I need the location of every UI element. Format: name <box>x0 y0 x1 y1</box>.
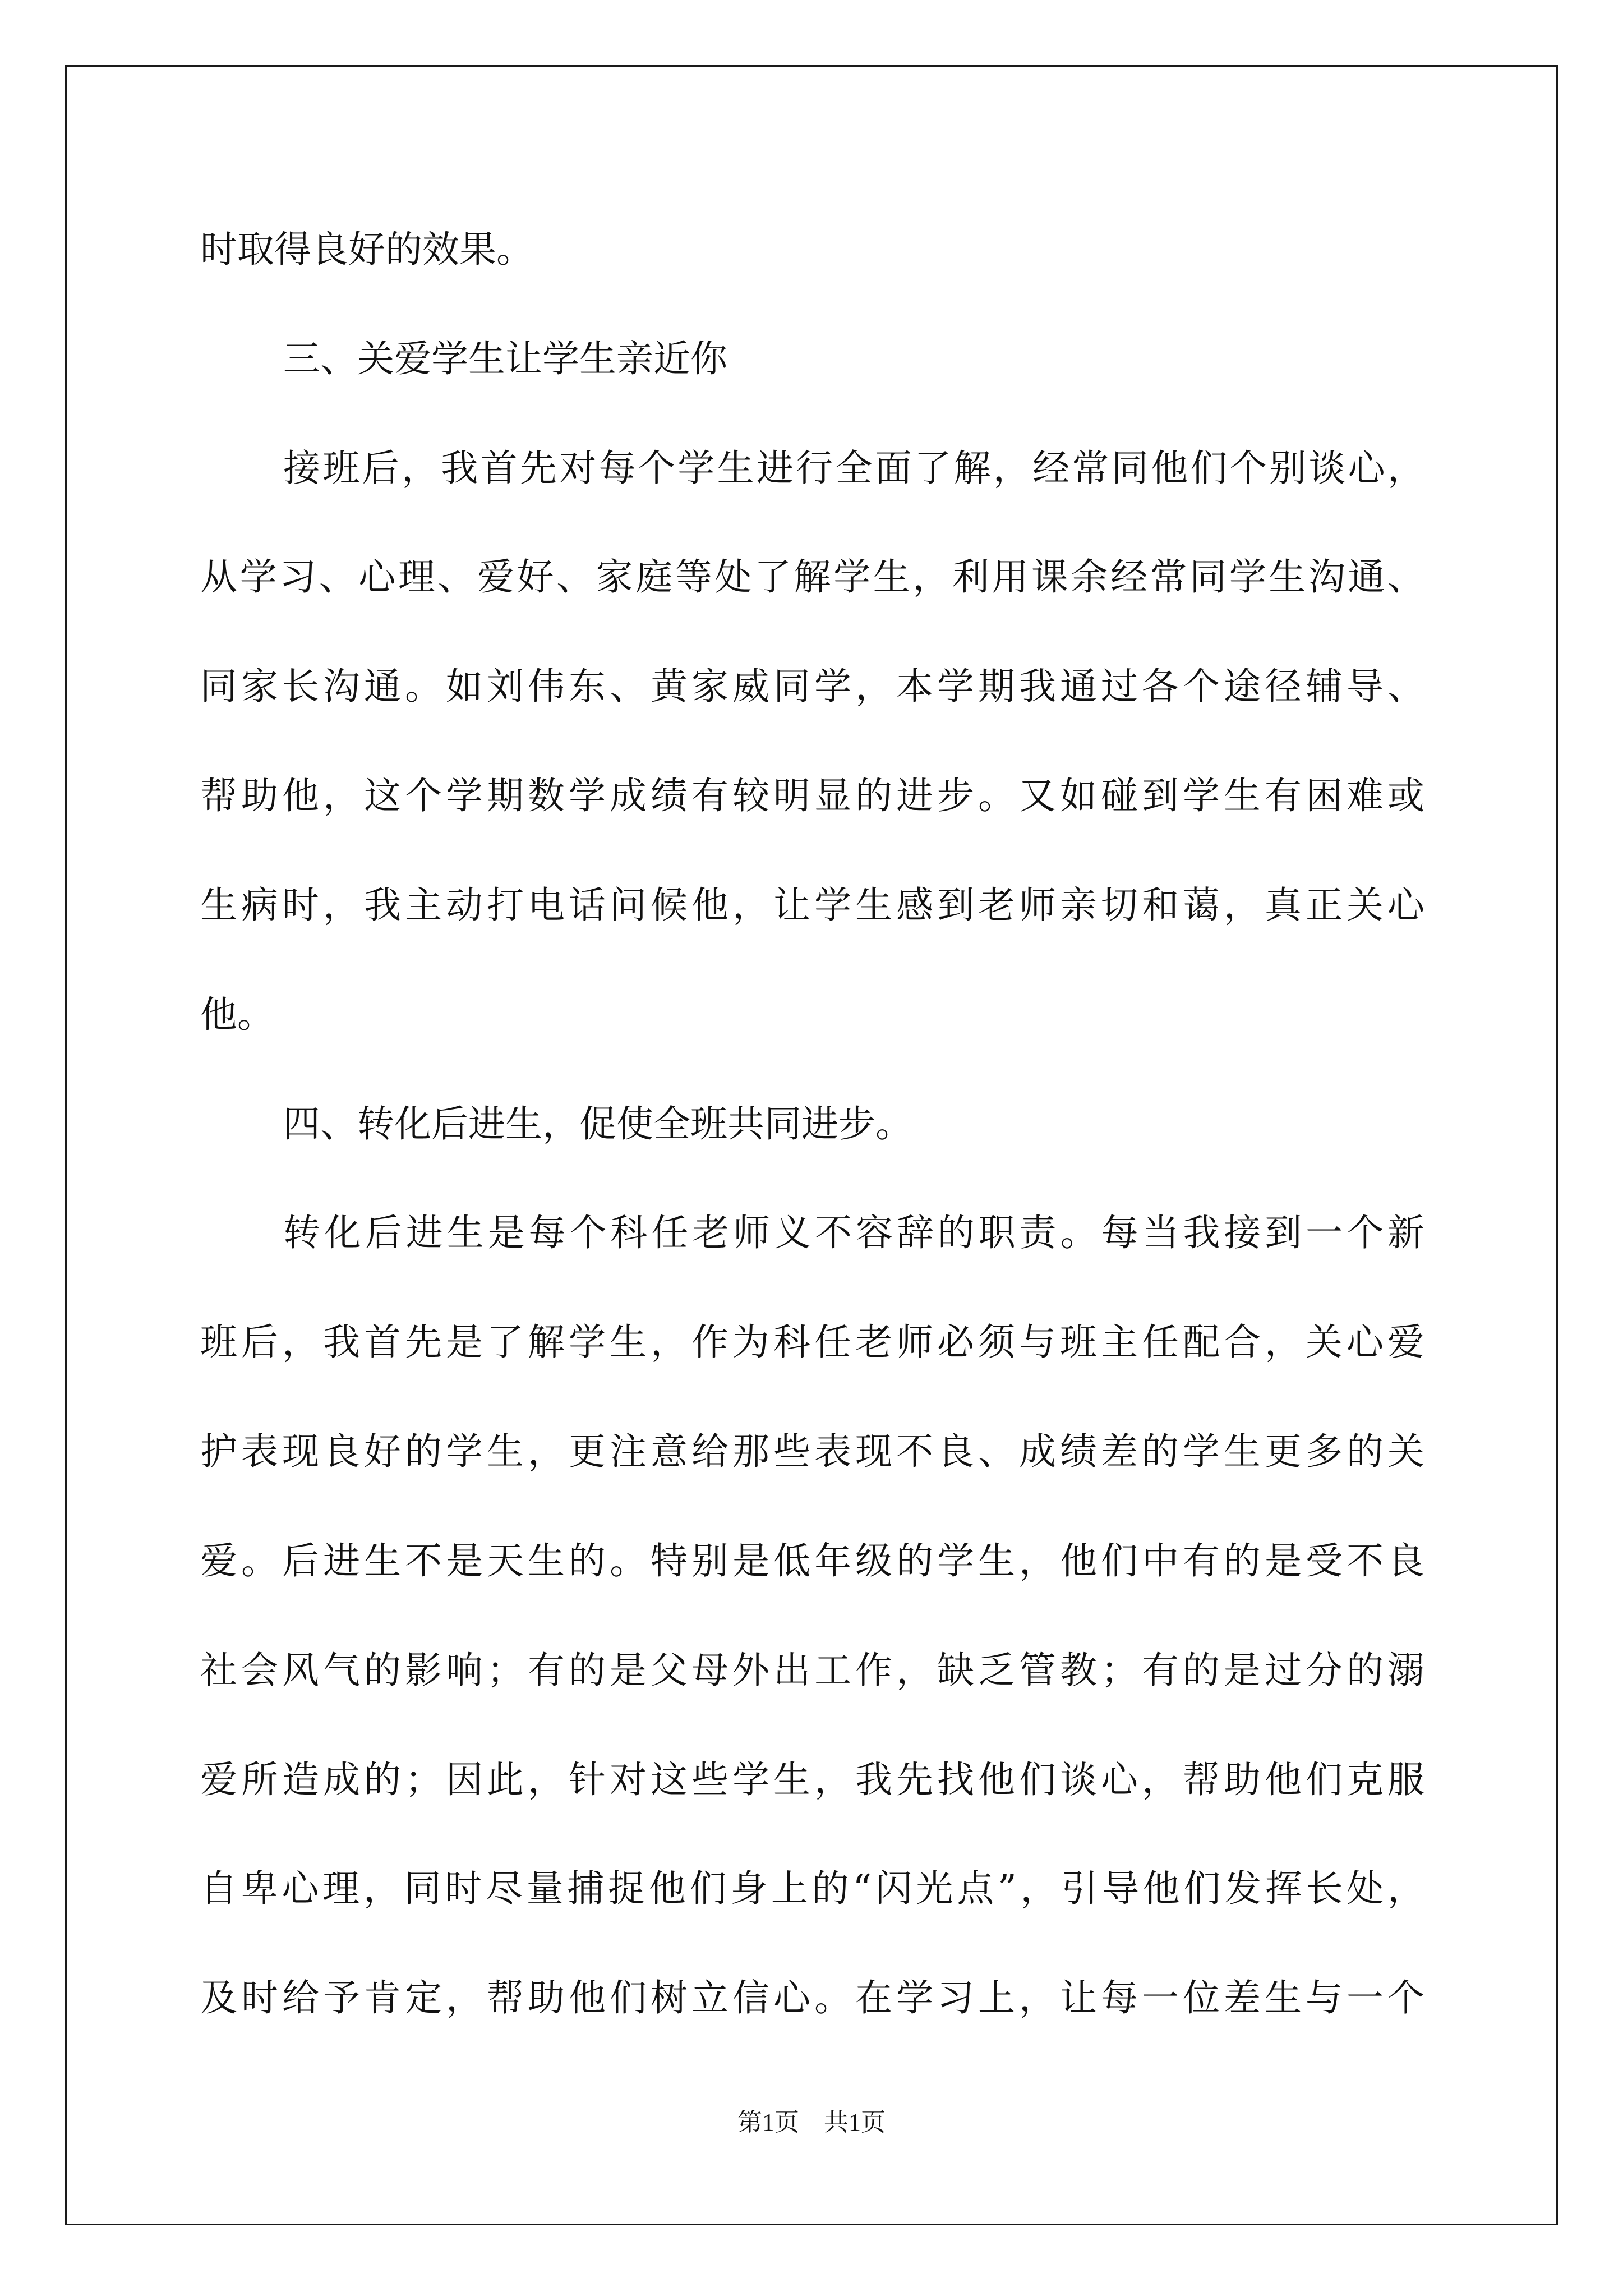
text-line: 班后，我首先是了解学生，作为科任老师必须与班主任配合，关心爱 <box>200 1320 1428 1364</box>
text-line: 帮助他，这个学期数学成绩有较明显的进步。又如碰到学生有困难或 <box>200 774 1428 817</box>
text-line: 生病时，我主动打电话问候他，让学生感到老师亲切和蔼，真正关心 <box>200 884 1428 927</box>
text-line: 及时给予肯定，帮助他们树立信心。在学习上，让每一位差生与一个 <box>200 1976 1428 2019</box>
text-line: 转化后进生是每个科任老师义不容辞的职责。每当我接到一个新 <box>283 1211 1428 1254</box>
text-line: 接班后，我首先对每个学生进行全面了解，经常同他们个别谈心， <box>283 447 1427 490</box>
text-line: 自卑心理，同时尽量捕捉他们身上的“闪光点”，引导他们发挥长处， <box>200 1867 1428 1910</box>
page-footer: 第1页 共1页 <box>737 2109 886 2136</box>
section-heading: 四、转化后进生，促使全班共同进步。 <box>283 1102 912 1145</box>
text-line: 护表现良好的学生，更注意给那些表现不良、成绩差的学生更多的关 <box>200 1430 1428 1473</box>
text-line: 从学习、心理、爱好、家庭等处了解学生，利用课余经常同学生沟通、 <box>200 555 1427 599</box>
text-line: 爱所造成的；因此，针对这些学生，我先找他们谈心，帮助他们克服 <box>200 1758 1428 1801</box>
text-line: 时取得良好的效果。 <box>200 228 533 271</box>
text-line: 同家长沟通。如刘伟东、黄家威同学，本学期我通过各个途径辅导、 <box>200 665 1428 708</box>
text-line: 爱。后进生不是天生的。特别是低年级的学生，他们中有的是受不良 <box>200 1539 1428 1582</box>
text-line: 社会风气的影响；有的是父母外出工作，缺乏管教；有的是过分的溺 <box>200 1649 1428 1692</box>
text-line: 他。 <box>200 993 274 1036</box>
section-heading: 三、关爱学生让学生亲近你 <box>283 337 727 380</box>
